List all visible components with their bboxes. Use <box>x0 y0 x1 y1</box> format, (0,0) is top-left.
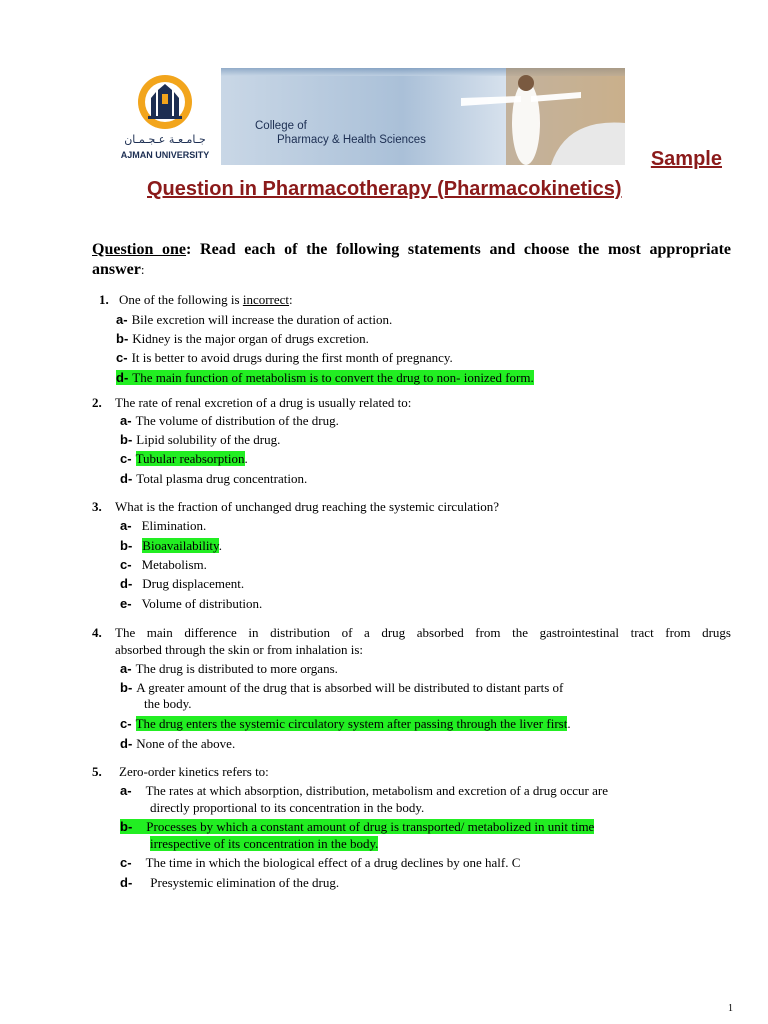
answer-option-correct: c- Tubular reabsorption. <box>120 451 248 466</box>
answer-option-correct: d- The main function of metabolism is to convert the drug to non- ionized form. <box>116 370 534 385</box>
logo-english-text: AJMAN UNIVERSITY <box>120 150 210 160</box>
question-stem: One of the following is incorrect: <box>119 292 293 307</box>
answer-option: d- Drug displacement. <box>120 576 245 591</box>
answer-option: c- Metabolism. <box>120 557 207 572</box>
answer-option: e- Volume of distribution. <box>120 596 263 611</box>
answer-option: b- Kidney is the major organ of drugs excretion. <box>116 331 369 346</box>
question-one-text: : Read each of the following statements and choose the most appropriate answer <box>92 241 731 278</box>
answer-option: c- It is better to avoid drugs during the first month of pregnancy. <box>116 350 453 365</box>
answer-option: a- Bile excretion will increase the duration of action. <box>116 312 393 327</box>
question-stem: What is the fraction of unchanged drug reaching the systemic circulation? <box>115 499 500 514</box>
answer-option: c- The time in which the biological effect of a drug declines by one half. C <box>120 855 521 870</box>
question-number: 1. <box>99 292 109 307</box>
answer-option: d- Total plasma drug concentration. <box>120 471 308 486</box>
banner-college-of: College of <box>255 120 307 132</box>
answer-option-continuation: the body. <box>144 696 192 711</box>
question-stem: Zero-order kinetics refers to: <box>119 764 269 779</box>
stem-underlined-word: incorrect <box>242 292 290 307</box>
question-number: 4. <box>92 625 102 640</box>
question-one-label: Question one <box>92 241 187 258</box>
answer-option: a- Elimination. <box>120 518 207 533</box>
question-stem-line1: The main difference in distribution of a drug absorbed from the gastrointestinal tract from drugs <box>115 625 731 640</box>
answer-option: d- Presystemic elimination of the drug. <box>120 875 340 890</box>
question-one-colon: : <box>140 262 145 277</box>
answer-option-continuation: directly proportional to its concentration in the body. <box>150 800 425 815</box>
university-seal-icon <box>118 72 212 164</box>
question-number: 5. <box>92 764 102 779</box>
title-sample: Sample <box>650 148 722 170</box>
answer-option-correct: b- Processes by which a constant amount of drug is transported/ metabolized in unit time <box>120 819 595 834</box>
logo-arabic-text: جـامـعـة عـجـمـان <box>124 133 206 146</box>
answer-option: a- The drug is distributed to more organs. <box>120 661 338 676</box>
answer-option-continuation: irrespective of its concentration in the body. <box>150 836 379 851</box>
title-subject: Question in Pharmacotherapy (Pharmacokinetics) <box>147 178 622 200</box>
answer-option-correct: c- The drug enters the systemic circulatory system after passing through the liver first. <box>120 716 571 731</box>
question-number: 3. <box>92 499 102 514</box>
answer-option: a- The volume of distribution of the drug. <box>120 413 339 428</box>
banner-college-name: Pharmacy & Health Sciences <box>277 134 426 146</box>
answer-option: b- A greater amount of the drug that is absorbed will be distributed to distant parts of <box>120 680 564 695</box>
question-stem-line2: absorbed through the skin or from inhalation is: <box>115 642 364 657</box>
answer-option-correct: b- Bioavailability. <box>120 538 222 553</box>
question-number: 2. <box>92 395 102 410</box>
answer-option: b- Lipid solubility of the drug. <box>120 432 281 447</box>
answer-option: a- The rates at which absorption, distribution, metabolism and excretion of a drug occur are <box>120 783 609 798</box>
page-number: 1 <box>728 1003 733 1014</box>
answer-option: d- None of the above. <box>120 736 236 751</box>
college-banner <box>221 68 625 165</box>
question-one-instructions <box>92 240 731 280</box>
banner-graphic <box>221 68 625 165</box>
ajman-university-logo <box>118 72 212 164</box>
question-stem: The rate of renal excretion of a drug is usually related to: <box>115 395 412 410</box>
